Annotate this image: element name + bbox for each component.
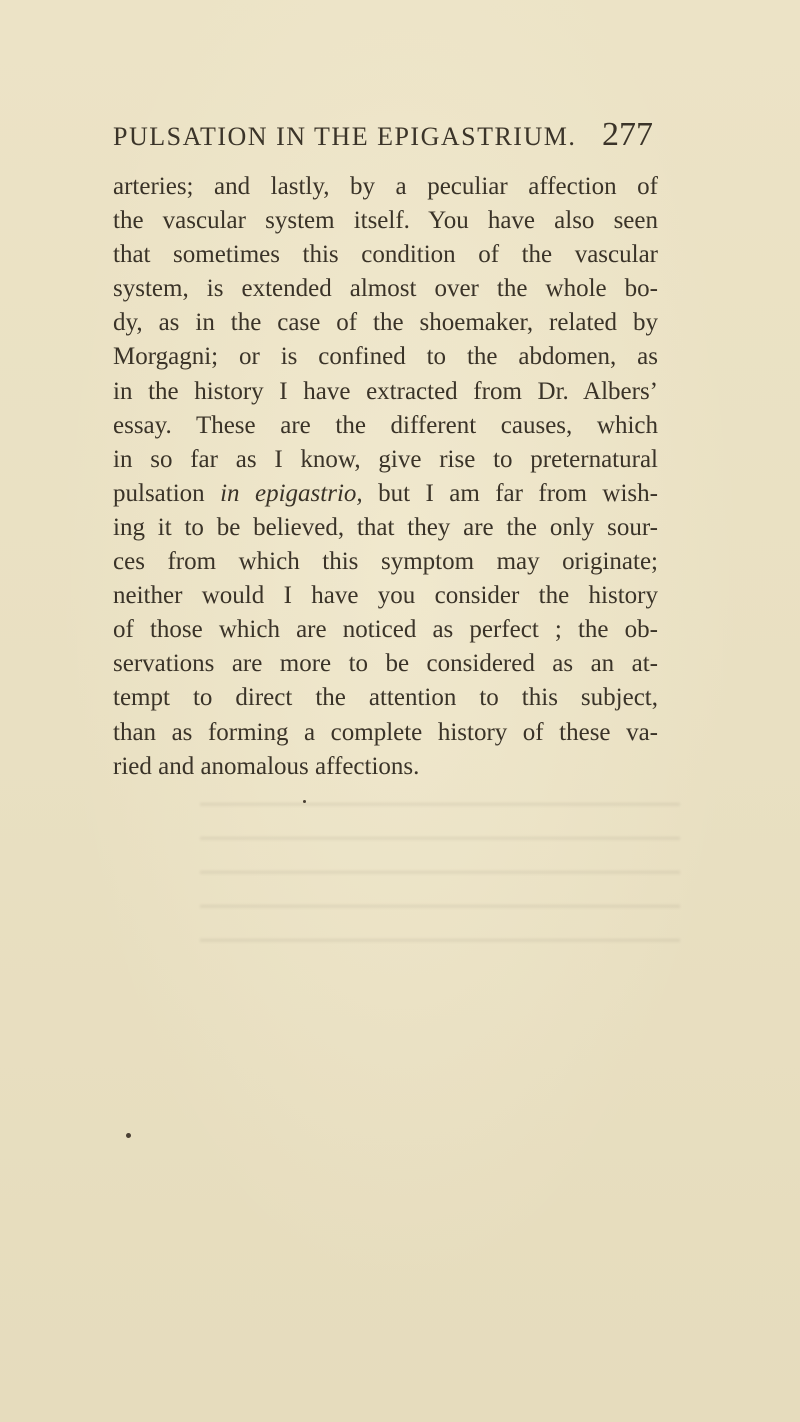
text-line: dy, as in the case of the shoemaker, related by (113, 309, 658, 337)
text-line: ces from which this symptom may originate; (113, 548, 658, 576)
text-line: ing it to be believed, that they are the only sour- (113, 513, 658, 541)
text-segment: pulsation (113, 479, 221, 507)
text-line: servations are more to be considered as an at- (113, 650, 658, 678)
text-line: system, is extended almost over the whole bo- (113, 275, 658, 303)
text-line-with-italic (113, 477, 658, 511)
running-head (113, 118, 653, 162)
text-line: tempt to direct the attention to this subject, (113, 684, 658, 712)
text-line: ried and anomalous affections. (113, 752, 420, 780)
text-segment: but I am far from wish- (362, 479, 658, 507)
ink-speck (126, 1133, 131, 1138)
body-text (113, 170, 658, 784)
italic-phrase: in epigastrio, (220, 479, 363, 507)
text-line: arteries; and lastly, by a peculiar affection of (113, 173, 658, 200)
text-line: in the history I have extracted from Dr. Albers’ (113, 377, 658, 405)
text-line: neither would I have you consider the history (113, 582, 658, 610)
text-line: the vascular system itself. You have also seen (113, 207, 658, 235)
show-through-bleed (200, 780, 680, 950)
text-line: than as forming a complete history of these va- (113, 718, 658, 746)
text-line: in so far as I know, give rise to preternatural (113, 445, 658, 473)
text-line: essay. These are the different causes, which (113, 411, 658, 439)
running-head-title: PULSATION IN THE EPIGASTRIUM. (113, 122, 577, 151)
page-number: 277 (602, 116, 653, 153)
text-line: Morgagni; or is confined to the abdomen, as (113, 343, 658, 371)
text-line: of those which are noticed as perfect ; the ob- (113, 616, 658, 644)
ink-speck (303, 800, 306, 803)
text-line: that sometimes this condition of the vascular (113, 241, 658, 269)
